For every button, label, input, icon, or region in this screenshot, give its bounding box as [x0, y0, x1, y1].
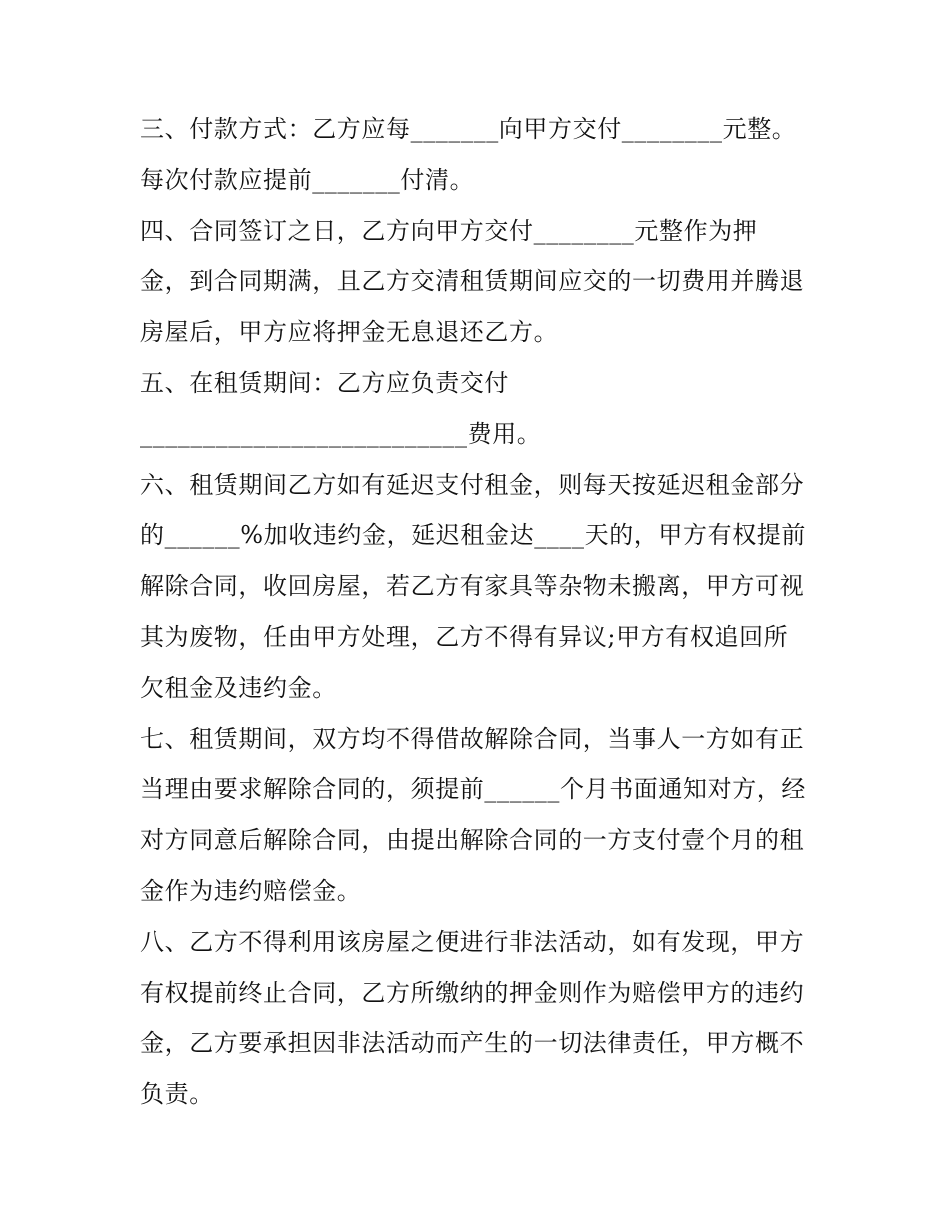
text-line: 每次付款应提前_______付清。	[140, 165, 475, 194]
text-line: 金，到合同期满，且乙方交清租赁期间应交的一切费用并腾退	[140, 267, 805, 296]
text-line: 的______%加收违约金，延迟租金达____天的，甲方有权提前	[140, 521, 807, 550]
text-line: 金，乙方要承担因非法活动而产生的一切法律责任，甲方概不	[140, 1029, 805, 1058]
contract-text	[140, 104, 820, 1120]
text-line: 三、付款方式：乙方应每_______向甲方交付________元整。	[140, 115, 797, 143]
text-line: 七、租赁期间，双方均不得借故解除合同，当事人一方如有正	[140, 724, 805, 753]
text-line: 房屋后，甲方应将押金无息退还乙方。	[140, 318, 559, 347]
text-line: 五、在租赁期间：乙方应负责交付	[140, 368, 509, 397]
text-line: 当理由要求解除合同的，须提前______个月书面通知对方，经	[140, 775, 806, 804]
text-line: __________________________费用。	[140, 419, 542, 448]
text-line: 八、乙方不得利用该房屋之便进行非法活动，如有发现，甲方	[140, 927, 805, 956]
text-line: 解除合同，收回房屋，若乙方有家具等杂物未搬离，甲方可视	[140, 572, 805, 601]
text-line: 欠租金及违约金。	[140, 673, 337, 702]
text-line: 有权提前终止合同，乙方所缴纳的押金则作为赔偿甲方的违约	[140, 978, 805, 1007]
text-line: 六、租赁期间乙方如有延迟支付租金，则每天按延迟租金部分	[140, 470, 805, 499]
text-line: 金作为违约赔偿金。	[140, 876, 362, 905]
text-line: 对方同意后解除合同，由提出解除合同的一方支付壹个月的租	[140, 826, 805, 855]
text-line: 其为废物，任由甲方处理，乙方不得有异议;甲方有权追回所	[140, 622, 789, 651]
text-line: 负责。	[140, 1080, 214, 1109]
text-line: 四、合同签订之日，乙方向甲方交付________元整作为押	[140, 216, 758, 245]
